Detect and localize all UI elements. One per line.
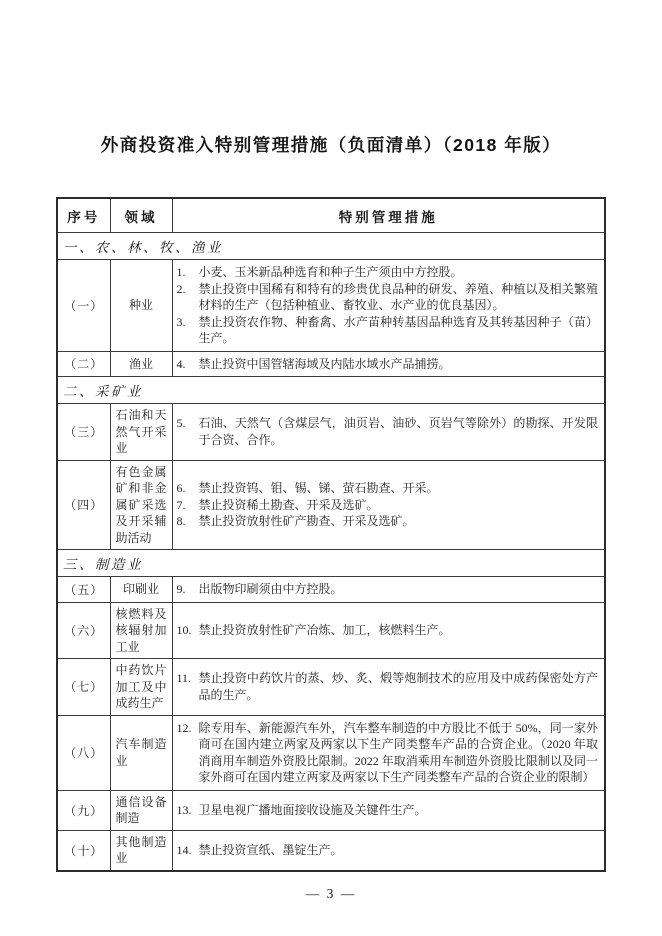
field-cell: 通信设备制造 [110, 790, 172, 830]
measure-text: 禁止投资中国稀有和特有的珍贵优良品种的研发、养殖、种植以及相关繁殖材料的生产（包括种植业、畜牧业、水产业的优良基因）。 [198, 281, 598, 312]
measure-text: 小麦、玉米新品种选育和种子生产须由中方控股。 [198, 265, 463, 279]
table-row [57, 260, 605, 352]
measures-cell [172, 404, 605, 461]
measure-item [177, 622, 599, 639]
measure-item [177, 497, 599, 514]
measures-table-body [57, 233, 605, 871]
measure-number: 3. [176, 314, 186, 329]
measures-cell [172, 260, 605, 352]
row-index-cell: （六） [57, 602, 110, 659]
measure-text: 石油、天然气（含煤层气，油页岩、油砂、页岩气等除外）的勘探、开发限于合资、合作。 [198, 416, 598, 447]
row-index-cell: （四） [57, 460, 110, 550]
measure-number: 2. [176, 281, 186, 296]
table-row [57, 577, 605, 603]
measure-item [177, 415, 599, 448]
measure-number: 1. [176, 265, 186, 279]
measure-item [177, 314, 599, 347]
measure-number: 5. [176, 416, 186, 431]
measure-text: 禁止投资钨、钼、锡、锑、萤石勘查、开采。 [198, 481, 439, 495]
table-row [57, 460, 605, 550]
field-cell: 有色金属矿和非金属矿采选及开采辅助活动 [110, 460, 172, 550]
measures-cell [172, 715, 605, 790]
field-cell: 印刷业 [110, 577, 172, 603]
measures-table [56, 197, 606, 872]
measure-number: 14. [176, 842, 192, 857]
measure-text: 禁止投资放射性矿产勘查、开采及选矿。 [198, 514, 415, 528]
measure-text: 禁止投资稀土勘查、开采及选矿。 [198, 497, 379, 512]
measures-cell [172, 602, 605, 659]
table-row [57, 715, 605, 790]
row-index-cell: （三） [57, 404, 110, 461]
measure-item [177, 842, 599, 859]
measure-text: 禁止投资中国管辖海域及内陆水域水产品捕捞。 [198, 356, 451, 371]
measure-number: 9. [176, 582, 186, 596]
row-index-cell: （十） [57, 830, 110, 871]
field-cell: 渔业 [110, 351, 172, 377]
field-cell: 核燃料及核辐射加工业 [110, 602, 172, 659]
row-index-cell: （九） [57, 790, 110, 830]
row-index-cell: （八） [57, 715, 110, 790]
measure-text: 禁止投资农作物、种畜禽、水产苗种转基因品种选育及其转基因种子（苗）生产。 [198, 314, 598, 345]
measure-text: 出版物印刷须由中方控股。 [198, 582, 343, 596]
measure-text: 禁止投资放射性矿产冶炼、加工，核燃料生产。 [198, 623, 451, 637]
measure-number: 4. [176, 356, 186, 371]
measure-number: 10. [176, 623, 192, 637]
page-title: 外商投资准入特别管理措施（负面清单）（2018 年版） [100, 135, 562, 155]
measures-cell [172, 460, 605, 550]
measure-item [177, 480, 599, 497]
measure-item [177, 802, 599, 819]
table-header-row [57, 198, 605, 233]
measure-number: 13. [176, 802, 192, 817]
measure-item [177, 356, 599, 373]
section-heading: 一、农、林、牧、渔业 [57, 233, 605, 260]
field-cell: 石油和天然气开采业 [110, 404, 172, 461]
table-row [57, 830, 605, 871]
measure-item [177, 264, 599, 281]
row-index-cell: （一） [57, 260, 110, 352]
section-heading-row [57, 377, 605, 404]
table-row [57, 790, 605, 830]
field-cell: 种业 [110, 260, 172, 352]
section-heading-row [57, 233, 605, 260]
header-col-measures: 特别管理措施 [172, 198, 605, 233]
field-cell: 汽车制造业 [110, 715, 172, 790]
measures-cell [172, 577, 605, 603]
measures-cell [172, 351, 605, 377]
measure-number: 8. [176, 514, 186, 528]
table-row [57, 602, 605, 659]
measure-item [177, 281, 599, 314]
section-heading: 二、采矿业 [57, 377, 605, 404]
measures-cell [172, 659, 605, 716]
table-row [57, 351, 605, 377]
field-cell: 中药饮片加工及中成药生产 [110, 659, 172, 716]
measure-text: 卫星电视广播地面接收设施及关键件生产。 [198, 802, 427, 817]
measures-cell [172, 830, 605, 871]
header-col-index: 序号 [57, 198, 110, 233]
measure-item [177, 670, 599, 703]
measure-number: 12. [176, 720, 192, 735]
measure-text: 除专用车、新能源汽车外，汽车整车制造的中方股比不低于 50%，同一家外商可在国内建立两家及两家以下生产同类整车产品的合资企业。（2020 年取消商用车制造外资股比限制。2022 年取消乘用车制造外资股比限制以及同一家外商可在国内建立两家及两家以下生产同类整车产品的合资企业的限制） [198, 720, 598, 784]
field-cell: 其他制造业 [110, 830, 172, 871]
row-index-cell: （二） [57, 351, 110, 377]
table-row [57, 404, 605, 461]
page-number: — 3 — [305, 885, 357, 901]
measure-number: 7. [176, 497, 186, 512]
row-index-cell: （五） [57, 577, 110, 603]
measure-item [177, 720, 599, 786]
measure-item [177, 581, 599, 598]
section-heading: 三、制造业 [57, 550, 605, 577]
measure-text: 禁止投资中药饮片的蒸、炒、炙、煅等炮制技术的应用及中成药保密处方产品的生产。 [198, 671, 598, 702]
header-col-field: 领域 [110, 198, 172, 233]
measure-number: 11. [176, 671, 192, 686]
row-index-cell: （七） [57, 659, 110, 716]
measure-item [177, 513, 599, 530]
measures-cell [172, 790, 605, 830]
table-row [57, 659, 605, 716]
section-heading-row [57, 550, 605, 577]
measure-text: 禁止投资宣纸、墨锭生产。 [198, 842, 343, 857]
measure-number: 6. [176, 481, 186, 495]
